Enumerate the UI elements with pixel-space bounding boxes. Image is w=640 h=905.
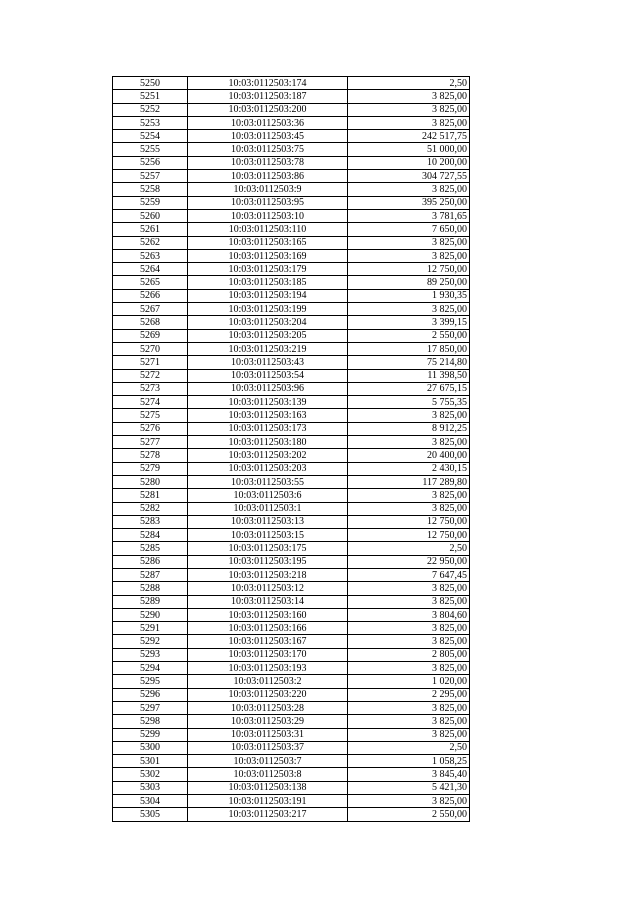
cadastral-value-cell: 3 825,00 <box>348 489 470 502</box>
row-number-cell: 5301 <box>113 755 188 768</box>
cadastral-value-cell: 3 825,00 <box>348 595 470 608</box>
cadastral-value-cell: 51 000,00 <box>348 143 470 156</box>
row-number-cell: 5288 <box>113 582 188 595</box>
row-number-cell: 5284 <box>113 529 188 542</box>
cadastral-number-cell: 10:03:0112503:218 <box>188 568 348 581</box>
row-number-cell: 5266 <box>113 289 188 302</box>
cadastral-number-cell: 10:03:0112503:180 <box>188 436 348 449</box>
row-number-cell: 5304 <box>113 795 188 808</box>
row-number-cell: 5277 <box>113 436 188 449</box>
cadastral-number-cell: 10:03:0112503:110 <box>188 223 348 236</box>
cadastral-value-cell: 117 289,80 <box>348 475 470 488</box>
table-row <box>113 462 470 475</box>
row-number-cell: 5269 <box>113 329 188 342</box>
cadastral-value-cell: 2 550,00 <box>348 808 470 821</box>
table-row <box>113 396 470 409</box>
row-number-cell: 5287 <box>113 568 188 581</box>
row-number-cell: 5283 <box>113 515 188 528</box>
table-row <box>113 555 470 568</box>
cadastral-value-cell: 2,50 <box>348 542 470 555</box>
cadastral-number-cell: 10:03:0112503:204 <box>188 316 348 329</box>
cadastral-value-cell: 2 550,00 <box>348 329 470 342</box>
cadastral-value-cell: 3 825,00 <box>348 701 470 714</box>
table-row <box>113 795 470 808</box>
table-row <box>113 662 470 675</box>
cadastral-value-cell: 3 781,65 <box>348 209 470 222</box>
cadastral-value-cell: 3 825,00 <box>348 728 470 741</box>
row-number-cell: 5285 <box>113 542 188 555</box>
row-number-cell: 5263 <box>113 249 188 262</box>
row-number-cell: 5293 <box>113 648 188 661</box>
cadastral-number-cell: 10:03:0112503:173 <box>188 422 348 435</box>
table-row <box>113 741 470 754</box>
table-row <box>113 715 470 728</box>
cadastral-value-cell: 3 825,00 <box>348 662 470 675</box>
cadastral-value-cell: 3 825,00 <box>348 236 470 249</box>
cadastral-number-cell: 10:03:0112503:45 <box>188 130 348 143</box>
cadastral-number-cell: 10:03:0112503:219 <box>188 342 348 355</box>
table-row <box>113 648 470 661</box>
row-number-cell: 5296 <box>113 688 188 701</box>
cadastral-number-cell: 10:03:0112503:29 <box>188 715 348 728</box>
cadastral-value-cell: 12 750,00 <box>348 529 470 542</box>
cadastral-value-cell: 3 825,00 <box>348 436 470 449</box>
cadastral-number-cell: 10:03:0112503:138 <box>188 781 348 794</box>
cadastral-value-cell: 3 825,00 <box>348 582 470 595</box>
table-row <box>113 515 470 528</box>
row-number-cell: 5253 <box>113 116 188 129</box>
cadastral-value-cell: 22 950,00 <box>348 555 470 568</box>
table-row <box>113 143 470 156</box>
table-row <box>113 529 470 542</box>
cadastral-value-cell: 3 825,00 <box>348 715 470 728</box>
row-number-cell: 5289 <box>113 595 188 608</box>
row-number-cell: 5300 <box>113 741 188 754</box>
cadastral-number-cell: 10:03:0112503:6 <box>188 489 348 502</box>
cadastral-number-cell: 10:03:0112503:36 <box>188 116 348 129</box>
cadastral-value-cell: 3 825,00 <box>348 795 470 808</box>
row-number-cell: 5276 <box>113 422 188 435</box>
row-number-cell: 5279 <box>113 462 188 475</box>
cadastral-number-cell: 10:03:0112503:166 <box>188 622 348 635</box>
cadastral-value-cell: 2 430,15 <box>348 462 470 475</box>
table-row <box>113 196 470 209</box>
row-number-cell: 5290 <box>113 608 188 621</box>
row-number-cell: 5281 <box>113 489 188 502</box>
cadastral-value-cell: 20 400,00 <box>348 449 470 462</box>
cadastral-number-cell: 10:03:0112503:191 <box>188 795 348 808</box>
cadastral-value-cell: 3 825,00 <box>348 249 470 262</box>
row-number-cell: 5292 <box>113 635 188 648</box>
table-row <box>113 781 470 794</box>
row-number-cell: 5302 <box>113 768 188 781</box>
row-number-cell: 5299 <box>113 728 188 741</box>
cadastral-number-cell: 10:03:0112503:8 <box>188 768 348 781</box>
cadastral-value-cell: 2 295,00 <box>348 688 470 701</box>
row-number-cell: 5305 <box>113 808 188 821</box>
row-number-cell: 5252 <box>113 103 188 116</box>
table-row <box>113 342 470 355</box>
cadastral-value-cell: 8 912,25 <box>348 422 470 435</box>
cadastral-number-cell: 10:03:0112503:7 <box>188 755 348 768</box>
cadastral-value-cell: 3 845,40 <box>348 768 470 781</box>
table-row <box>113 489 470 502</box>
table-row <box>113 223 470 236</box>
table-row <box>113 449 470 462</box>
table-row <box>113 130 470 143</box>
cadastral-value-cell: 3 825,00 <box>348 409 470 422</box>
table-row <box>113 183 470 196</box>
row-number-cell: 5265 <box>113 276 188 289</box>
cadastral-value-cell: 3 399,15 <box>348 316 470 329</box>
cadastral-number-cell: 10:03:0112503:28 <box>188 701 348 714</box>
cadastral-number-cell: 10:03:0112503:78 <box>188 156 348 169</box>
cadastral-number-cell: 10:03:0112503:199 <box>188 303 348 316</box>
cadastral-number-cell: 10:03:0112503:55 <box>188 475 348 488</box>
cadastral-value-cell: 27 675,15 <box>348 382 470 395</box>
cadastral-number-cell: 10:03:0112503:169 <box>188 249 348 262</box>
cadastral-number-cell: 10:03:0112503:200 <box>188 103 348 116</box>
cadastral-number-cell: 10:03:0112503:193 <box>188 662 348 675</box>
cadastral-value-cell: 3 825,00 <box>348 90 470 103</box>
row-number-cell: 5261 <box>113 223 188 236</box>
table-row <box>113 608 470 621</box>
row-number-cell: 5272 <box>113 369 188 382</box>
cadastral-number-cell: 10:03:0112503:9 <box>188 183 348 196</box>
cadastral-number-cell: 10:03:0112503:37 <box>188 741 348 754</box>
table-row <box>113 409 470 422</box>
cadastral-number-cell: 10:03:0112503:95 <box>188 196 348 209</box>
cadastral-number-cell: 10:03:0112503:13 <box>188 515 348 528</box>
table-row <box>113 622 470 635</box>
table-row <box>113 356 470 369</box>
table-row <box>113 289 470 302</box>
table-row <box>113 276 470 289</box>
row-number-cell: 5282 <box>113 502 188 515</box>
row-number-cell: 5260 <box>113 209 188 222</box>
cadastral-number-cell: 10:03:0112503:167 <box>188 635 348 648</box>
cadastral-number-cell: 10:03:0112503:217 <box>188 808 348 821</box>
cadastral-number-cell: 10:03:0112503:12 <box>188 582 348 595</box>
table-row <box>113 303 470 316</box>
cadastral-number-cell: 10:03:0112503:14 <box>188 595 348 608</box>
row-number-cell: 5259 <box>113 196 188 209</box>
cadastral-number-cell: 10:03:0112503:187 <box>188 90 348 103</box>
row-number-cell: 5271 <box>113 356 188 369</box>
table-row <box>113 422 470 435</box>
cadastral-number-cell: 10:03:0112503:174 <box>188 77 348 90</box>
cadastral-value-cell: 89 250,00 <box>348 276 470 289</box>
table-row <box>113 316 470 329</box>
cadastral-number-cell: 10:03:0112503:205 <box>188 329 348 342</box>
cadastral-value-cell: 3 825,00 <box>348 103 470 116</box>
cadastral-number-cell: 10:03:0112503:175 <box>188 542 348 555</box>
cadastral-number-cell: 10:03:0112503:139 <box>188 396 348 409</box>
cadastral-number-cell: 10:03:0112503:195 <box>188 555 348 568</box>
cadastral-number-cell: 10:03:0112503:75 <box>188 143 348 156</box>
row-number-cell: 5258 <box>113 183 188 196</box>
row-number-cell: 5298 <box>113 715 188 728</box>
table-row <box>113 209 470 222</box>
cadastral-number-cell: 10:03:0112503:54 <box>188 369 348 382</box>
table-row <box>113 369 470 382</box>
row-number-cell: 5254 <box>113 130 188 143</box>
cadastral-number-cell: 10:03:0112503:170 <box>188 648 348 661</box>
table-row <box>113 116 470 129</box>
table-row <box>113 582 470 595</box>
cadastral-number-cell: 10:03:0112503:220 <box>188 688 348 701</box>
cadastral-value-cell: 11 398,50 <box>348 369 470 382</box>
table-row <box>113 90 470 103</box>
cadastral-number-cell: 10:03:0112503:185 <box>188 276 348 289</box>
cadastral-value-cell: 304 727,55 <box>348 170 470 183</box>
row-number-cell: 5255 <box>113 143 188 156</box>
cadastral-value-cell: 2 805,00 <box>348 648 470 661</box>
row-number-cell: 5297 <box>113 701 188 714</box>
cadastral-value-cell: 3 825,00 <box>348 116 470 129</box>
cadastral-number-cell: 10:03:0112503:10 <box>188 209 348 222</box>
table-row <box>113 595 470 608</box>
row-number-cell: 5294 <box>113 662 188 675</box>
table-row <box>113 103 470 116</box>
cadastral-value-cell: 3 804,60 <box>348 608 470 621</box>
row-number-cell: 5264 <box>113 263 188 276</box>
cadastral-value-cell: 3 825,00 <box>348 303 470 316</box>
cadastral-number-cell: 10:03:0112503:202 <box>188 449 348 462</box>
table-row <box>113 808 470 821</box>
cadastral-number-cell: 10:03:0112503:165 <box>188 236 348 249</box>
table-row <box>113 436 470 449</box>
cadastral-value-cell: 7 650,00 <box>348 223 470 236</box>
table-row <box>113 329 470 342</box>
cadastral-number-cell: 10:03:0112503:194 <box>188 289 348 302</box>
table-row <box>113 382 470 395</box>
row-number-cell: 5291 <box>113 622 188 635</box>
cadastral-value-cell: 12 750,00 <box>348 515 470 528</box>
cadastral-value-cell: 2,50 <box>348 77 470 90</box>
cadastral-number-cell: 10:03:0112503:15 <box>188 529 348 542</box>
table-row <box>113 542 470 555</box>
table-row <box>113 635 470 648</box>
cadastral-value-cell: 3 825,00 <box>348 635 470 648</box>
cadastral-value-cell: 3 825,00 <box>348 622 470 635</box>
cadastral-value-cell: 75 214,80 <box>348 356 470 369</box>
cadastral-value-cell: 395 250,00 <box>348 196 470 209</box>
row-number-cell: 5270 <box>113 342 188 355</box>
cadastral-value-cell: 1 930,35 <box>348 289 470 302</box>
table-row <box>113 568 470 581</box>
cadastral-number-cell: 10:03:0112503:96 <box>188 382 348 395</box>
cadastral-value-cell: 10 200,00 <box>348 156 470 169</box>
cadastral-number-cell: 10:03:0112503:2 <box>188 675 348 688</box>
table-row <box>113 755 470 768</box>
cadastral-value-table <box>112 76 470 822</box>
table-row <box>113 249 470 262</box>
row-number-cell: 5286 <box>113 555 188 568</box>
table-row <box>113 236 470 249</box>
table-row <box>113 675 470 688</box>
cadastral-value-cell: 242 517,75 <box>348 130 470 143</box>
table-row <box>113 156 470 169</box>
cadastral-value-cell: 3 825,00 <box>348 502 470 515</box>
cadastral-value-cell: 2,50 <box>348 741 470 754</box>
table-row <box>113 768 470 781</box>
table-row <box>113 728 470 741</box>
table-row <box>113 502 470 515</box>
row-number-cell: 5267 <box>113 303 188 316</box>
cadastral-number-cell: 10:03:0112503:203 <box>188 462 348 475</box>
cadastral-number-cell: 10:03:0112503:86 <box>188 170 348 183</box>
row-number-cell: 5250 <box>113 77 188 90</box>
row-number-cell: 5278 <box>113 449 188 462</box>
cadastral-number-cell: 10:03:0112503:1 <box>188 502 348 515</box>
cadastral-value-cell: 3 825,00 <box>348 183 470 196</box>
row-number-cell: 5256 <box>113 156 188 169</box>
cadastral-value-cell: 1 058,25 <box>348 755 470 768</box>
row-number-cell: 5274 <box>113 396 188 409</box>
table-body <box>113 77 470 822</box>
table-row <box>113 688 470 701</box>
row-number-cell: 5295 <box>113 675 188 688</box>
cadastral-value-cell: 7 647,45 <box>348 568 470 581</box>
cadastral-value-cell: 5 755,35 <box>348 396 470 409</box>
cadastral-value-cell: 17 850,00 <box>348 342 470 355</box>
row-number-cell: 5257 <box>113 170 188 183</box>
row-number-cell: 5262 <box>113 236 188 249</box>
cadastral-number-cell: 10:03:0112503:43 <box>188 356 348 369</box>
row-number-cell: 5273 <box>113 382 188 395</box>
cadastral-value-cell: 1 020,00 <box>348 675 470 688</box>
cadastral-value-cell: 5 421,30 <box>348 781 470 794</box>
cadastral-number-cell: 10:03:0112503:160 <box>188 608 348 621</box>
cadastral-number-cell: 10:03:0112503:179 <box>188 263 348 276</box>
table-row <box>113 170 470 183</box>
row-number-cell: 5251 <box>113 90 188 103</box>
table-row <box>113 701 470 714</box>
row-number-cell: 5303 <box>113 781 188 794</box>
table-row <box>113 263 470 276</box>
row-number-cell: 5280 <box>113 475 188 488</box>
row-number-cell: 5268 <box>113 316 188 329</box>
table-row <box>113 77 470 90</box>
table-row <box>113 475 470 488</box>
cadastral-number-cell: 10:03:0112503:163 <box>188 409 348 422</box>
cadastral-number-cell: 10:03:0112503:31 <box>188 728 348 741</box>
cadastral-value-cell: 12 750,00 <box>348 263 470 276</box>
row-number-cell: 5275 <box>113 409 188 422</box>
